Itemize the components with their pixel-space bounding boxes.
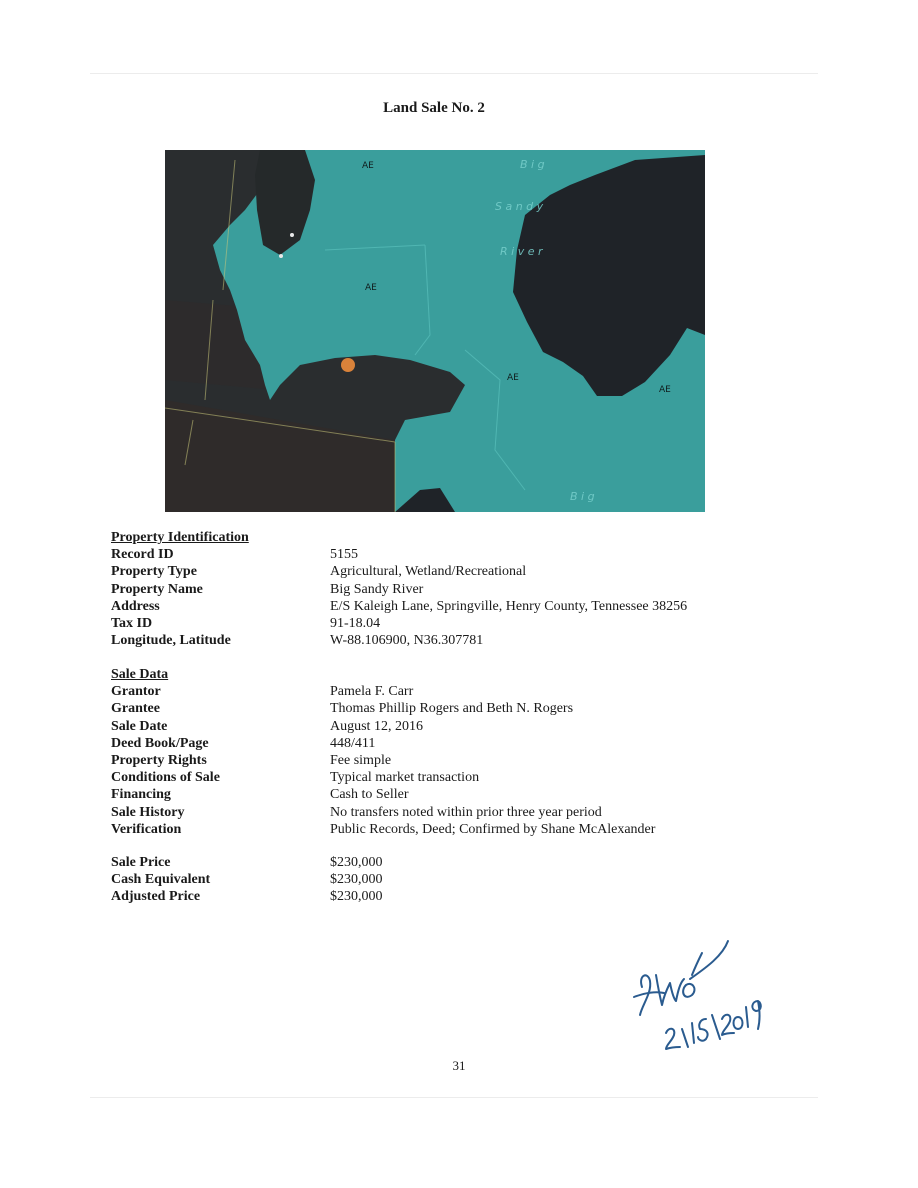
scan-artifact-top <box>90 73 818 74</box>
property-row-label: Property Type <box>111 564 197 580</box>
property-row-value: 91-18.04 <box>330 615 381 631</box>
sale-row <box>111 769 751 786</box>
property-row-label: Property Name <box>111 581 203 597</box>
property-row-value: 5155 <box>330 547 358 563</box>
sale-row <box>111 718 751 735</box>
map-label-river-river: R i v e r <box>500 245 543 258</box>
property-row-value: W-88.106900, N36.307781 <box>330 633 484 649</box>
property-row <box>111 598 751 615</box>
sale-row <box>111 683 751 700</box>
sale-row-label: Conditions of Sale <box>111 770 220 786</box>
sale-row <box>111 821 751 838</box>
map-label-river-big-bottom: B i g <box>570 490 595 503</box>
sale-row-value: Thomas Phillip Rogers and Beth N. Rogers <box>330 701 574 717</box>
sale-row-label: Sale History <box>111 804 185 820</box>
map-label-ae-top: AE <box>362 161 374 171</box>
sale-row-value: Typical market transaction <box>330 770 480 786</box>
map-graphic <box>165 150 705 512</box>
sale-row-value: August 12, 2016 <box>330 718 423 734</box>
property-row-value: Big Sandy River <box>330 581 424 597</box>
property-identification-section <box>111 529 751 649</box>
sale-row-label: Grantor <box>111 684 161 700</box>
sale-row-value: Public Records, Deed; Confirmed by Shane McAlexander <box>330 821 656 837</box>
sale-data-header: Sale Data <box>111 667 169 682</box>
price-row-label: Adjusted Price <box>111 889 201 905</box>
property-row <box>111 632 751 649</box>
sale-row-label: Grantee <box>111 701 160 717</box>
sale-row-label: Property Rights <box>111 752 207 768</box>
property-row-label: Longitude, Latitude <box>111 633 231 649</box>
flood-zone-map <box>165 150 705 512</box>
map-label-ae-center: AE <box>365 283 377 293</box>
handwritten-signature <box>630 935 770 1065</box>
price-section <box>111 854 751 906</box>
property-row-value: Agricultural, Wetland/Recreational <box>330 564 527 580</box>
property-row-label: Record ID <box>111 547 174 563</box>
sale-row <box>111 752 751 769</box>
page-number: 31 <box>452 1058 466 1073</box>
price-row <box>111 888 751 905</box>
property-row-label: Address <box>111 598 160 614</box>
property-row <box>111 546 751 563</box>
price-row-value: $230,000 <box>330 872 383 888</box>
sale-row-value: Fee simple <box>330 752 392 768</box>
price-row-label: Sale Price <box>111 855 171 870</box>
price-row-value: $230,000 <box>330 855 383 870</box>
map-label-ae-mid-right: AE <box>507 373 519 383</box>
property-row <box>111 615 751 632</box>
sale-data-section <box>111 666 751 838</box>
price-row <box>111 854 751 871</box>
sale-row <box>111 735 751 752</box>
property-identification-header: Property Identification <box>111 530 249 545</box>
sale-row <box>111 804 751 821</box>
sale-row <box>111 786 751 803</box>
map-label-river-big-top: B i g <box>520 158 545 171</box>
sale-row-label: Verification <box>111 821 182 837</box>
sale-row-value: 448/411 <box>330 735 376 751</box>
page-title: Land Sale No. 2 <box>383 100 485 116</box>
sale-row-value: Cash to Seller <box>330 787 409 803</box>
sale-row-label: Deed Book/Page <box>111 735 209 751</box>
sale-row-label: Financing <box>111 787 171 803</box>
property-row <box>111 581 751 598</box>
sale-row-label: Sale Date <box>111 718 168 734</box>
signature-graphic <box>630 935 770 1065</box>
price-row-label: Cash Equivalent <box>111 872 211 888</box>
property-row-label: Tax ID <box>111 615 153 631</box>
price-row <box>111 871 751 888</box>
sale-row-value: No transfers noted within prior three year period <box>330 804 602 820</box>
map-label-river-sandy: S a n d y <box>495 200 544 213</box>
sale-row-value: Pamela F. Carr <box>330 684 414 700</box>
price-row-value: $230,000 <box>330 889 383 905</box>
map-label-ae-far-right: AE <box>659 385 671 395</box>
sale-row <box>111 700 751 717</box>
scan-artifact-bottom <box>90 1097 818 1098</box>
property-row-value: E/S Kaleigh Lane, Springville, Henry County, Tennessee 38256 <box>330 598 688 614</box>
property-row <box>111 563 751 580</box>
